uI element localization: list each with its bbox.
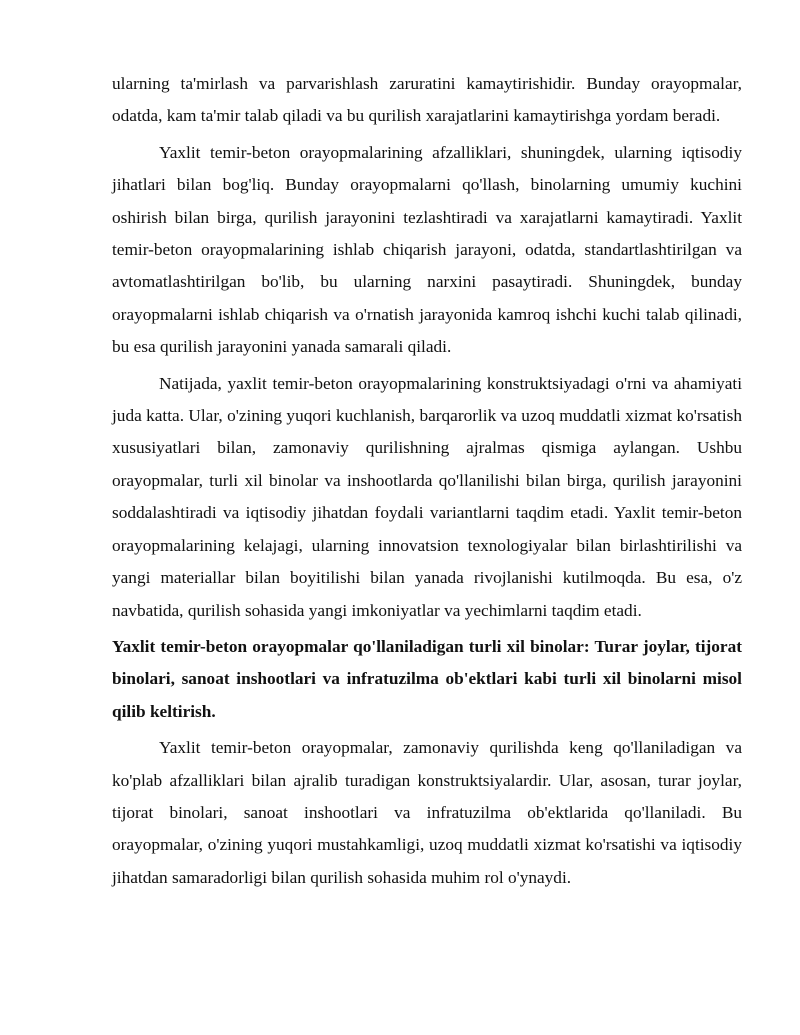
document-page — [112, 68, 742, 894]
section-heading: Yaxlit temir-beton orayopmalar qo'llaniladigan turli xil binolar: Turar joylar, tijorat binolari, sanoat inshootlari va infratuzilma ob'ektlari kabi turli xil binolarni misol qilib keltirish. — [112, 636, 742, 721]
paragraph-economic-advantages: Yaxlit temir-beton orayopmalarining afzalliklari, shuningdek, ularning iqtisodiy jihatlari bilan bog'liq. Bunday orayopmalarni qo'llash, binolarning umumiy kuchini oshirish bilan birga, qurilish jarayonini tezlashtiradi va xarajatlarni kamaytiradi. Yaxlit temir-beton orayopmalarining ishlab chiqarish jarayoni, odatda, standartlashtirilgan va avtomatlashtirilgan bo'lib, bu ularning narxini pasaytiradi. Shuningdek, bunday orayopmalarni ishlab chiqarish va o'rnatish jarayonida kamroq ishchi kuchi talab qilinadi, bu esa qurilish jarayonini yanada samarali qiladi. — [112, 142, 742, 357]
paragraph-conclusion: Natijada, yaxlit temir-beton orayopmalarining konstruktsiyadagi o'rni va ahamiyati juda katta. Ular, o'zining yuqori kuchlanish, barqarorlik va uzoq muddatli xizmat ko'rsatish xususiyatlari bilan, zamonaviy qurilishning ajralmas qismiga aylangan. Ushbu orayopmalar, turli xil binolar va inshootlarda qo'llanilishi bilan birga, qurilish jarayonini soddalashtiradi va iqtisodiy jihatdan foydali variantlarni taqdim etadi. Yaxlit temir-beton orayopmalarining kelajagi, ularning innovatsion texnologiyalar bilan birlashtirilishi va yangi materiallar bilan boyitilishi bilan yanada rivojlanishi kutilmoqda. Bu esa, o'z navbatida, qurilish sohasida yangi imkoniyatlar va yechimlarni taqdim etadi. — [112, 373, 742, 620]
paragraph-building-types: Yaxlit temir-beton orayopmalar, zamonaviy qurilishda keng qo'llaniladigan va ko'plab afzalliklari bilan ajralib turadigan konstruktsiyalardir. Ular, asosan, turar joylar, tijorat binolari, sanoat inshootlari va infratuzilma ob'ektlarida qo'llaniladi. Bu orayopmalar, o'zining yuqori mustahkamligi, uzoq muddatli xizmat ko'rsatishi va iqtisodiy jihatdan samaradorligi bilan qurilish sohasida muhim rol o'ynaydi. — [112, 738, 742, 887]
paragraph-continuation: ularning ta'mirlash va parvarishlash zaruratini kamaytirishidir. Bunday orayopmalar, odatda, kam ta'mir talab qiladi va bu qurilish xarajatlarini kamaytirishga yordam beradi. — [112, 74, 742, 126]
